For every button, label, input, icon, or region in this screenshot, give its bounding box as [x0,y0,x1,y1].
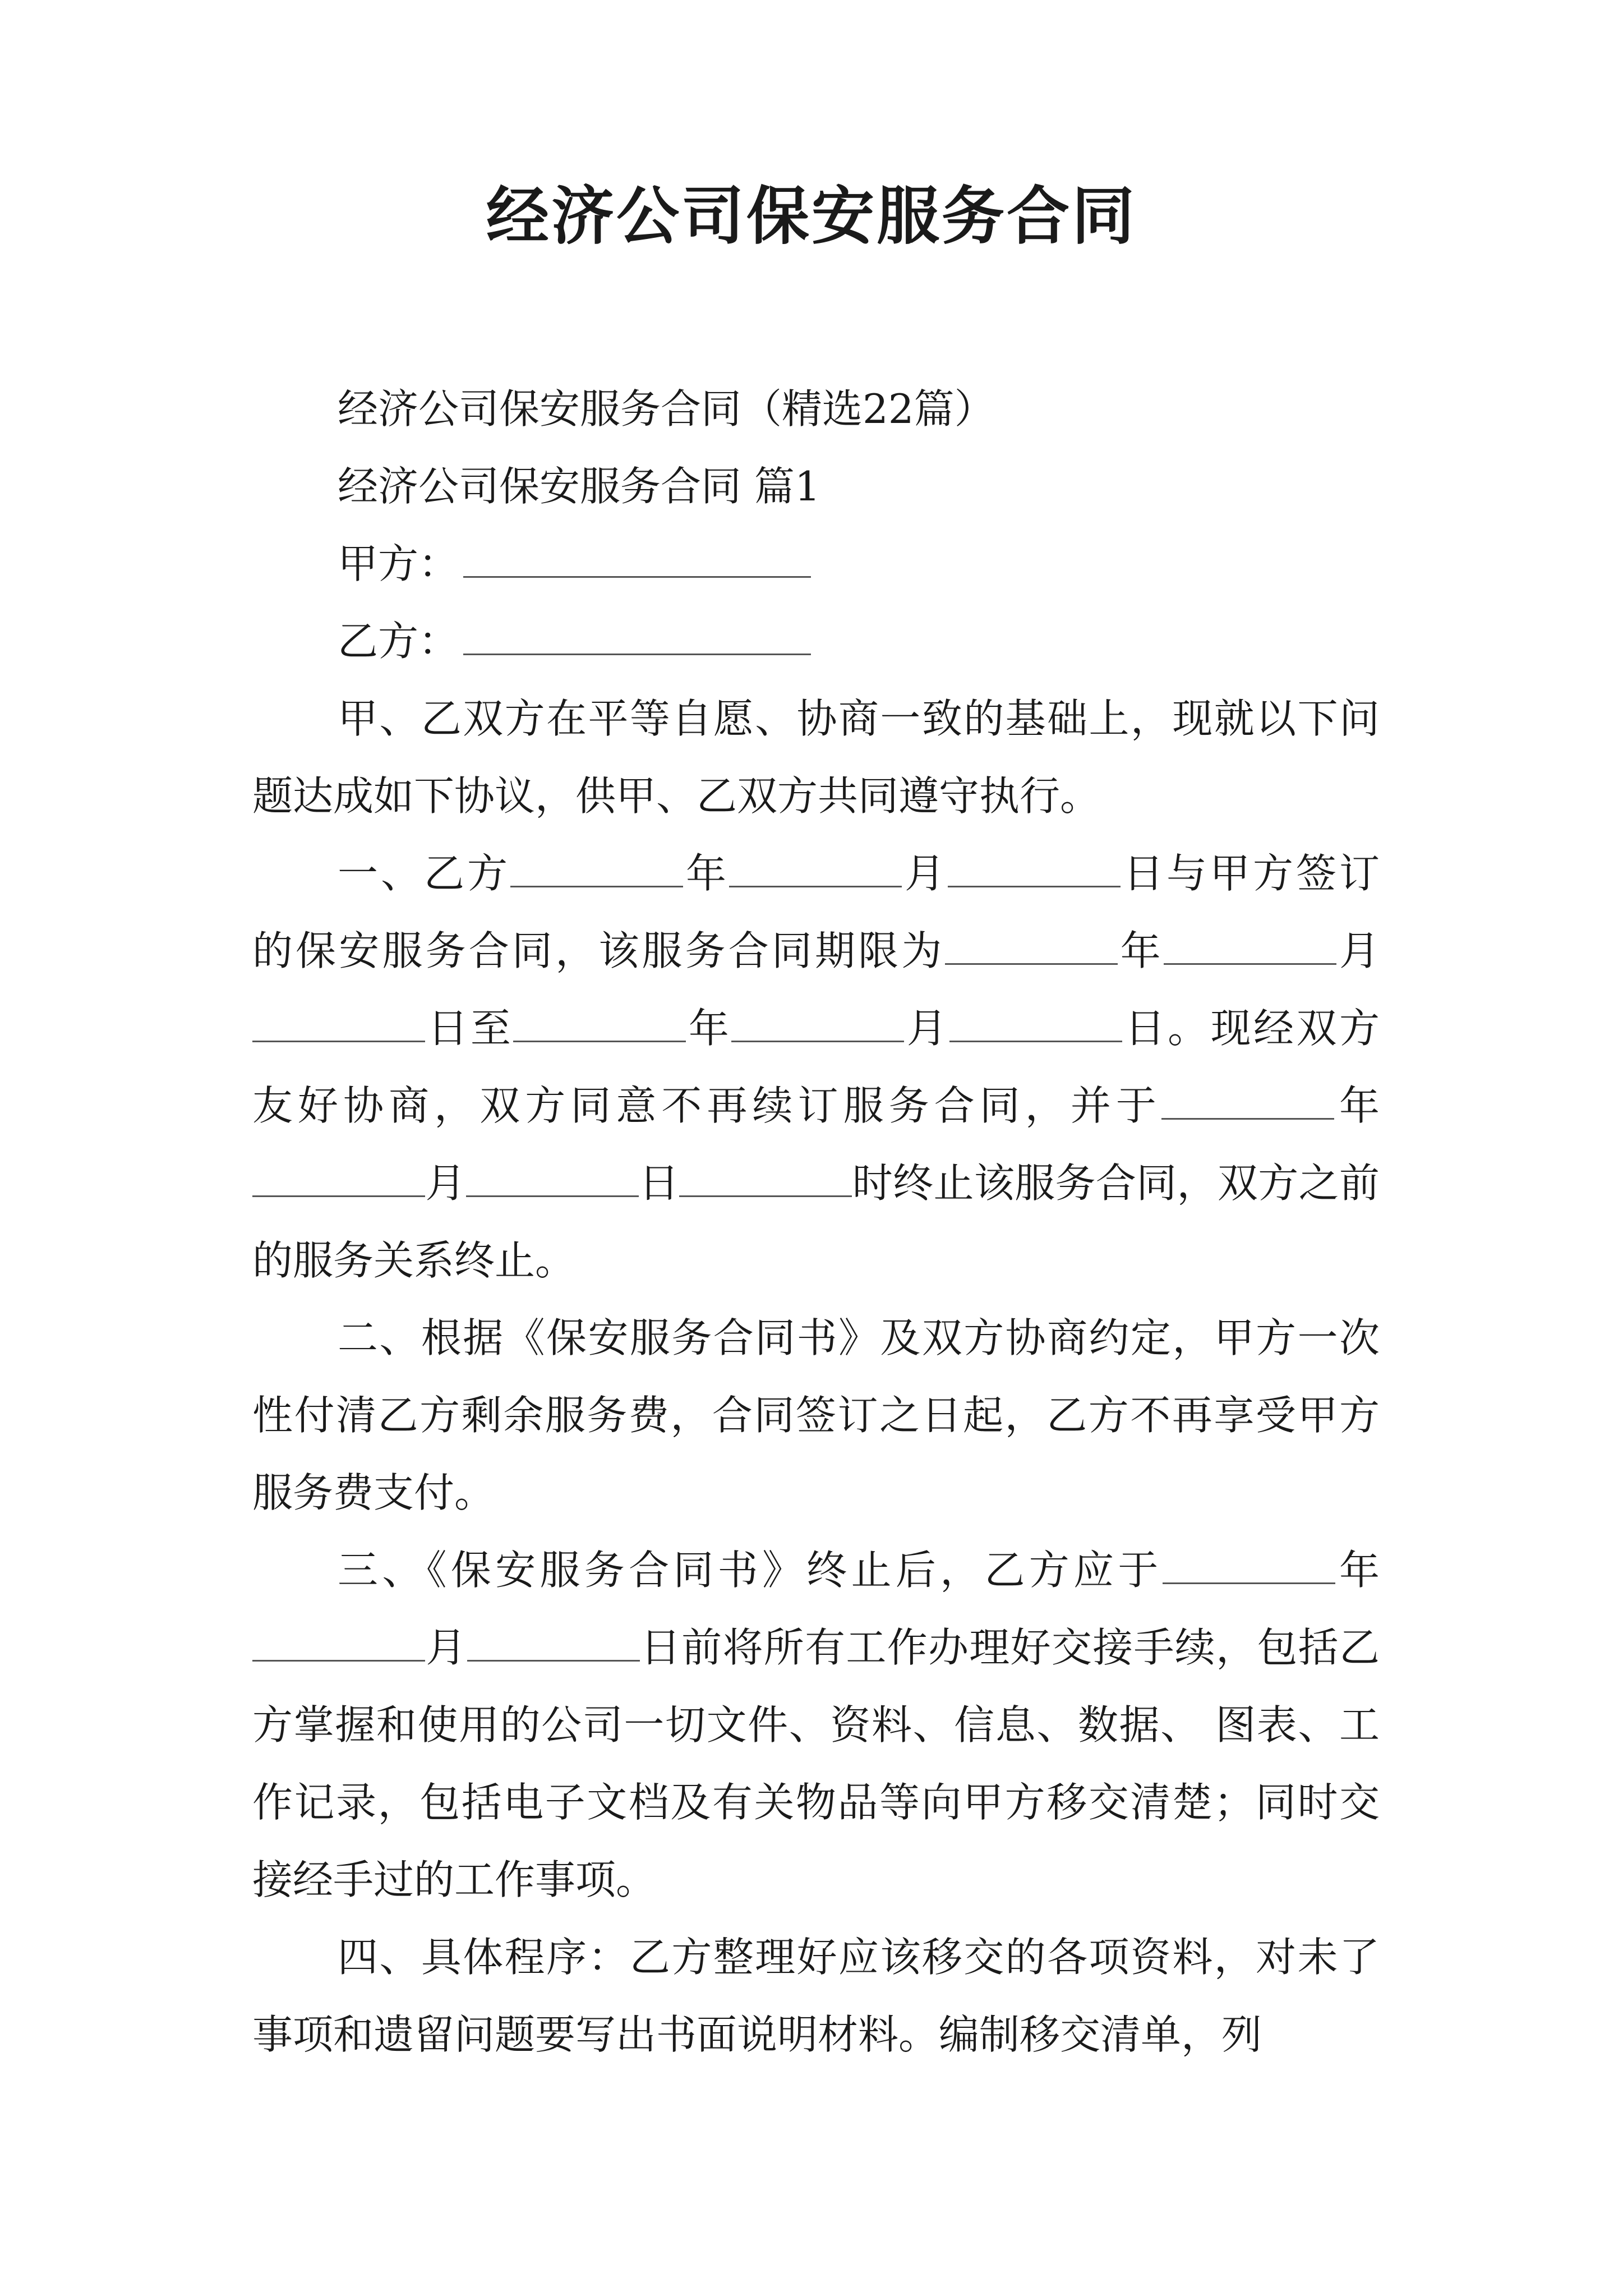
document-body [252,370,1380,2073]
clause-1-text: 年 [683,850,729,897]
clause-1-paragraph [252,835,1380,1299]
clause-1-text: 年 [1117,927,1164,974]
clause-1-text: 日。现经双方友好协商，双方同意不再续订服务合同，并于 [252,1005,1380,1129]
party-a-blank [463,542,811,578]
party-a-label: 甲方： [338,540,459,587]
intro-paragraph: 甲、乙双方在平等自愿、协商一致的基础上，现就以下问题达成如下协议，供甲、乙双方共同遵守执行。 [252,695,1380,820]
clause-3-text: 日前将所有工作办理好交接手续，包括乙方掌握和使用的公司一切文件、资料、信息、数据、 图表、工作记录，包括电子文档及有关物品等向甲方移交清楚；同时交接经手过的工作事项。 [252,1624,1380,1903]
blank [731,1007,904,1042]
clause-1-text: 日至 [425,1005,514,1052]
clause-1-text: 月 [1336,927,1380,974]
blank [252,1162,425,1197]
blank [252,1007,425,1042]
blank [466,1162,639,1197]
clause-1-text: 日与甲方签订的保安服务合同，该服务合同期限为 [252,850,1380,974]
clause-2-paragraph: 二、根据《保安服务合同书》及双方协商约定，甲方一次性付清乙方剩余服务费，合同签订之日起，乙方不再享受甲方服务费支付。 [252,1314,1380,1516]
clause-3-paragraph [252,1531,1380,1918]
blank [948,852,1121,887]
party-b-label: 乙方： [338,618,459,665]
party-b-blank [463,620,811,655]
clause-1-text: 年 [1334,1082,1380,1129]
blank [945,930,1118,965]
blank [949,1007,1122,1042]
clause-4-paragraph: 四、具体程序：乙方整理好应该移交的各项资料，对未了事项和遗留问题要写出书面说明材料。编制移交清单，列 [252,1934,1380,2058]
section-heading: 经济公司保安服务合同 篇1 [338,463,820,510]
document-title: 经济公司保安服务合同 [486,180,1137,253]
clause-3-text: 三、《保安服务合同书》终止后，乙方应于 [338,1547,1163,1594]
clause-1-text: 日 [638,1159,680,1207]
party-b-line [252,602,1380,680]
blank [679,1162,852,1197]
blank [513,1007,686,1042]
blank [729,852,902,887]
blank [1163,1549,1335,1584]
clause-1-text: 月 [904,1005,950,1052]
clause-1-text: 月 [425,1159,466,1207]
clause-1-text: 月 [901,850,948,897]
clause-3-text: 月 [425,1624,467,1671]
blank [467,1626,640,1662]
clause-1-text: 一、乙方 [338,850,510,897]
blank [1161,1084,1334,1120]
subtitle: 经济公司保安服务合同（精选22篇） [338,385,995,432]
clause-1-text: 年 [686,1005,732,1052]
party-a-line [252,525,1380,602]
blank [252,1626,425,1662]
clause-3-text: 年 [1335,1547,1380,1594]
clause-1-text: 时终止该服务合同，双方之前的服务关系终止。 [252,1159,1380,1284]
blank [510,852,683,887]
blank [1164,930,1336,965]
